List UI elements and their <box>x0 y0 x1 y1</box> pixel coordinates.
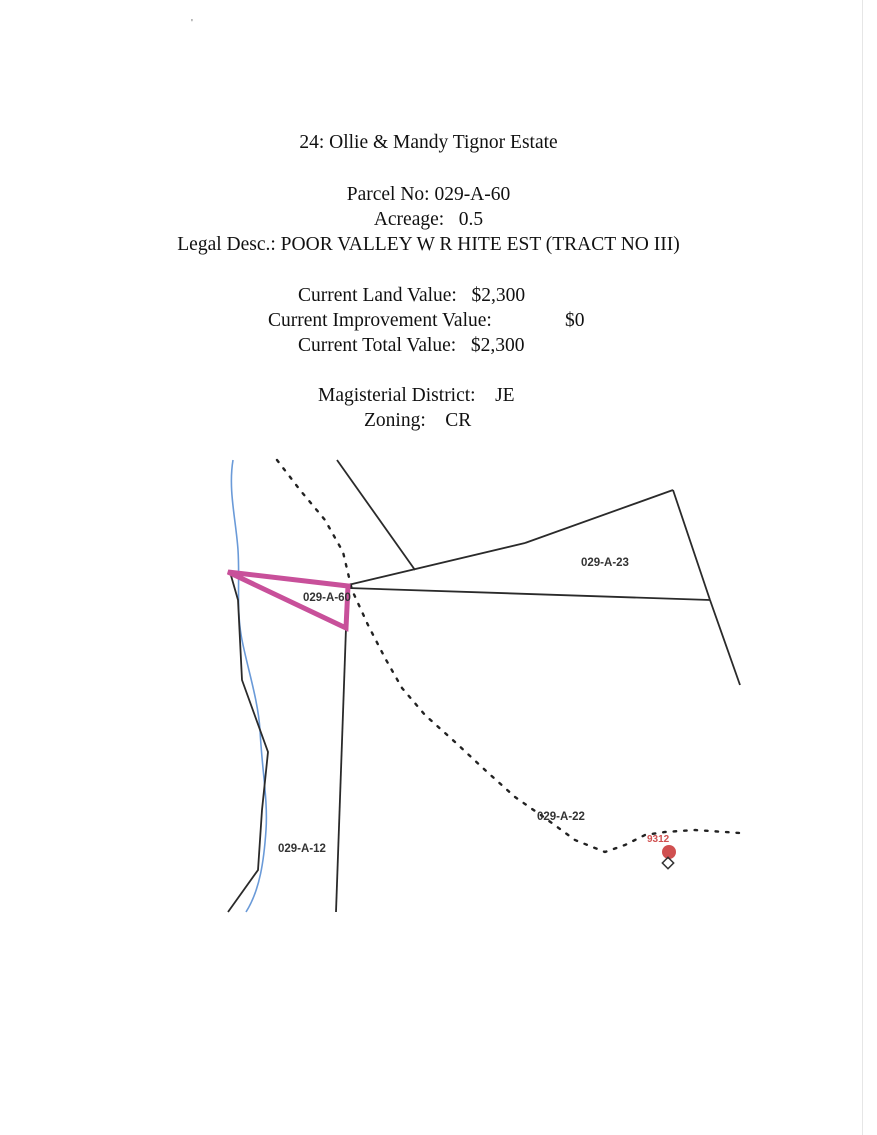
zoning: Zoning: CR <box>364 410 472 431</box>
parcel-number: Parcel No: 029-A-60 <box>346 184 511 205</box>
legal-description: Legal Desc.: POOR VALLEY W R HITE EST (TRACT NO III) <box>177 234 680 255</box>
label-parcel-a23: 029-A-23 <box>581 557 629 569</box>
label-address-number: 9312 <box>647 834 670 845</box>
label-parcel-a12: 029-A-12 <box>278 843 326 855</box>
current-improvement-value: $0 <box>565 310 585 331</box>
current-land-value: Current Land Value: $2,300 <box>298 285 526 306</box>
page-title: 24: Ollie & Mandy Tignor Estate <box>299 132 558 153</box>
current-improvement-label: Current Improvement Value: <box>268 310 492 331</box>
stray-mark: ' <box>191 18 193 29</box>
label-parcel-a22: 029-A-22 <box>537 811 585 823</box>
stream-line <box>231 460 266 912</box>
label-subject-parcel: 029-A-60 <box>303 592 351 604</box>
address-marker <box>662 845 676 869</box>
dotted-road-line <box>277 460 740 852</box>
acreage: Acreage: 0.5 <box>373 209 484 230</box>
magisterial-district: Magisterial District: JE <box>318 385 515 406</box>
current-total-value: Current Total Value: $2,300 <box>298 335 525 356</box>
